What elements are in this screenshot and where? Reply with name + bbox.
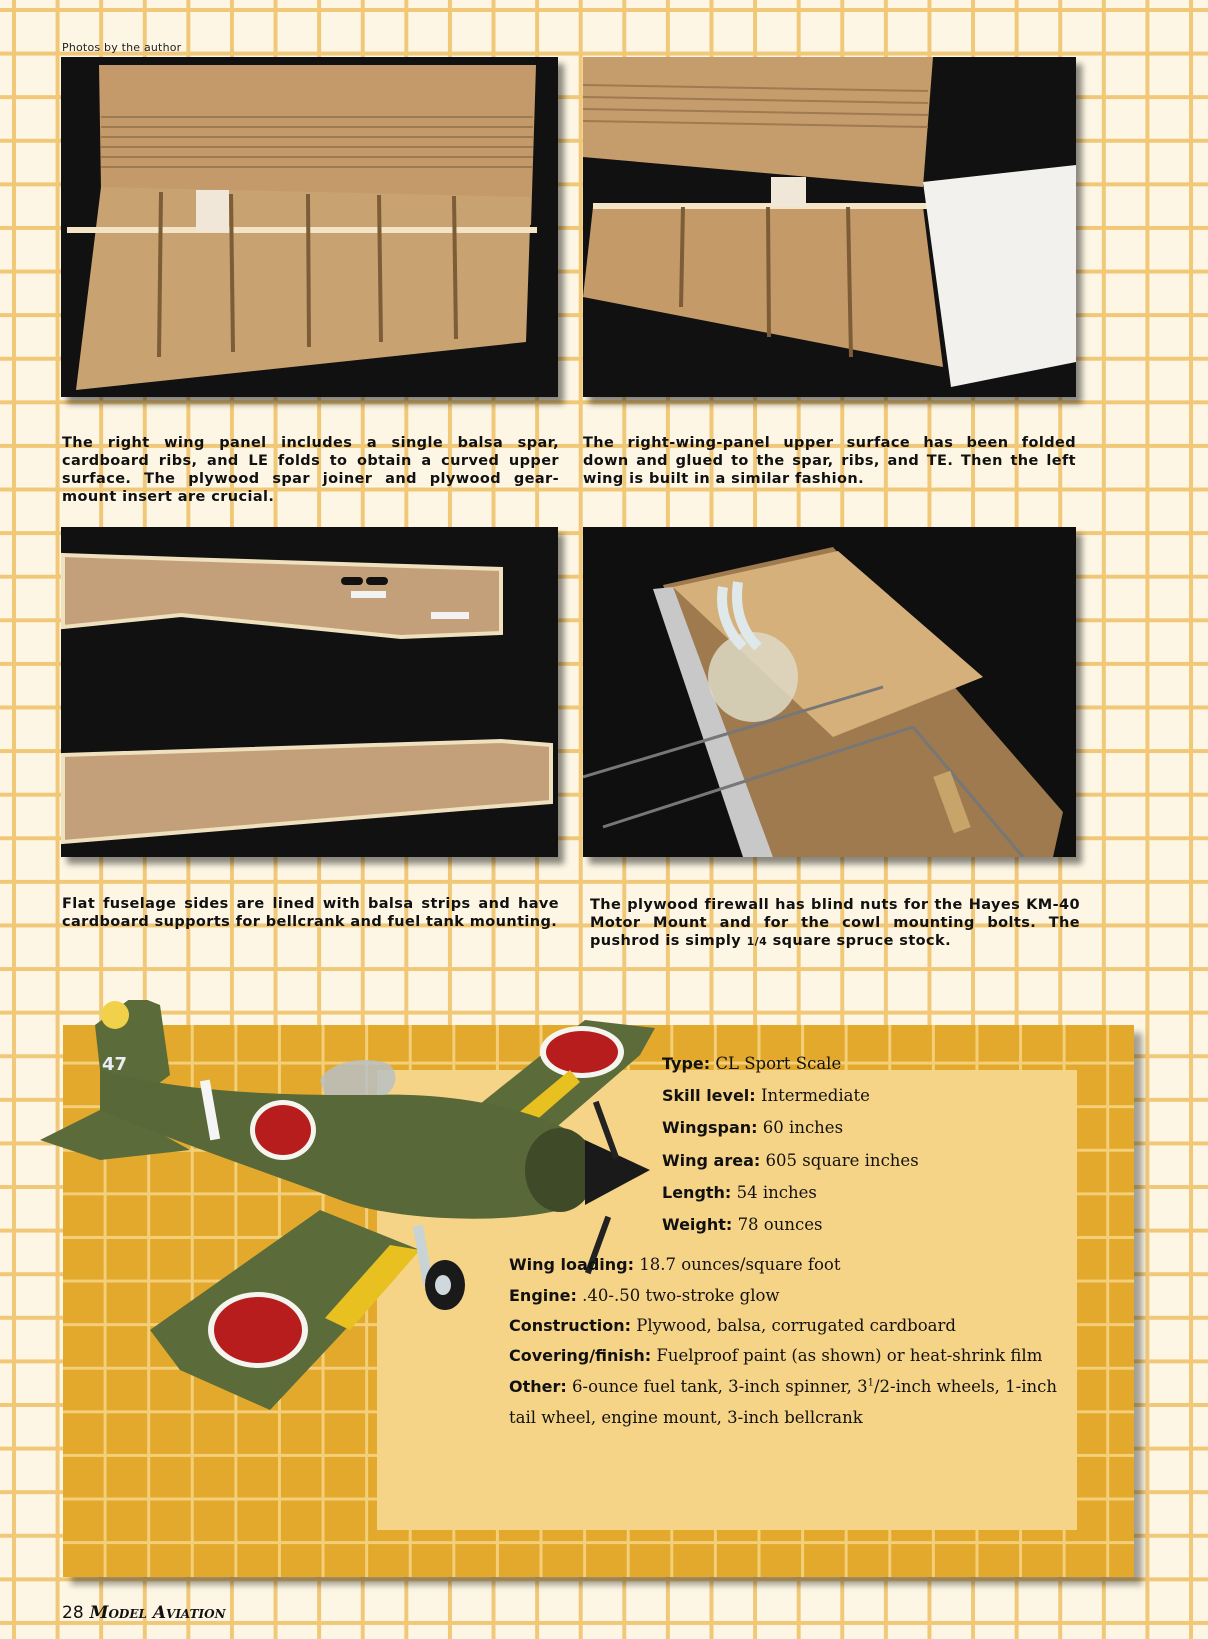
spec-value: Plywood, balsa, corrugated cardboard [636, 1316, 956, 1335]
pushrod-fraction: 1/4 [746, 935, 768, 948]
spec-weight [662, 1215, 822, 1234]
spec-skill-level [662, 1086, 870, 1105]
spec-label: Other: [509, 1377, 567, 1396]
spec-label: Covering/finish: [509, 1346, 652, 1365]
spec-value: 6-ounce fuel tank, 3-inch spinner, 3 [572, 1377, 868, 1396]
magazine-name: Model Aviation [89, 1603, 226, 1623]
photo-wing-panel-open [61, 57, 558, 397]
spec-value: Intermediate [760, 1086, 870, 1105]
caption-firewall [590, 896, 1080, 951]
caption-wing-panel: The right wing panel includes a single balsa spar, cardboard ribs, and LE folds to obtain a curved upper surface. The plywood spar joiner and plywood gear-mount insert are crucial. [62, 435, 559, 505]
caption-wing-folded: The right-wing-panel upper surface has been folded down and glued to the spar, ribs, and TE. Then the left wing is built in a similar fashion. [583, 435, 1076, 487]
spec-other [509, 1377, 1057, 1396]
spec-label: Skill level: [662, 1086, 756, 1105]
caption-firewall-text-end: square spruce stock. [772, 933, 951, 949]
page-number: 28 [62, 1603, 84, 1623]
spec-label: Weight: [662, 1215, 733, 1234]
plane-illustration [40, 1000, 660, 1430]
spec-label: Wingspan: [662, 1118, 758, 1137]
page-footer [62, 1603, 226, 1623]
spec-value: tail wheel, engine mount, 3-inch bellcrank [509, 1408, 863, 1427]
caption-firewall-text: The plywood firewall has blind nuts for the Hayes KM-40 Motor Mount and for the cowl mounting bolts. The pushrod is simply [590, 897, 1080, 949]
photo-firewall [583, 527, 1076, 857]
tail-number: 47 [102, 1054, 128, 1075]
spec-engine [509, 1286, 780, 1305]
spec-label: Length: [662, 1183, 732, 1202]
spec-value: 60 inches [762, 1118, 844, 1137]
spec-wing-area [662, 1151, 919, 1170]
spec-label: Wing area: [662, 1151, 761, 1170]
spec-label: Type: [662, 1054, 711, 1073]
spec-length [662, 1183, 817, 1202]
spec-covering [509, 1346, 1042, 1365]
photo-credit: Photos by the author [62, 41, 182, 54]
caption-fuselage-sides: Flat fuselage sides are lined with balsa strips and have cardboard supports for bellcrank and fuel tank mounting. [62, 896, 559, 930]
photo-fuselage-sides [61, 527, 558, 857]
spec-value: Fuelproof paint (as shown) or heat-shrink film [656, 1346, 1043, 1365]
spec-type [662, 1054, 841, 1073]
spec-superscript: 1 [867, 1377, 874, 1389]
spec-label: Construction: [509, 1316, 631, 1335]
spec-value: 18.7 ounces/square foot [639, 1255, 841, 1274]
spec-wingspan [662, 1118, 843, 1137]
spec-label: Engine: [509, 1286, 577, 1305]
spec-value: CL Sport Scale [715, 1054, 842, 1073]
spec-other-cont [509, 1408, 863, 1427]
spec-construction [509, 1316, 956, 1335]
spec-value: /2-inch wheels, 1-inch [874, 1377, 1058, 1396]
spec-value: 605 square inches [765, 1151, 919, 1170]
spec-value: 78 ounces [737, 1215, 823, 1234]
spec-value: .40-.50 two-stroke glow [582, 1286, 780, 1305]
spec-value: 54 inches [736, 1183, 817, 1202]
photo-wing-folded [583, 57, 1076, 397]
spec-wing-loading [509, 1255, 840, 1274]
spec-label: Wing loading: [509, 1255, 634, 1274]
